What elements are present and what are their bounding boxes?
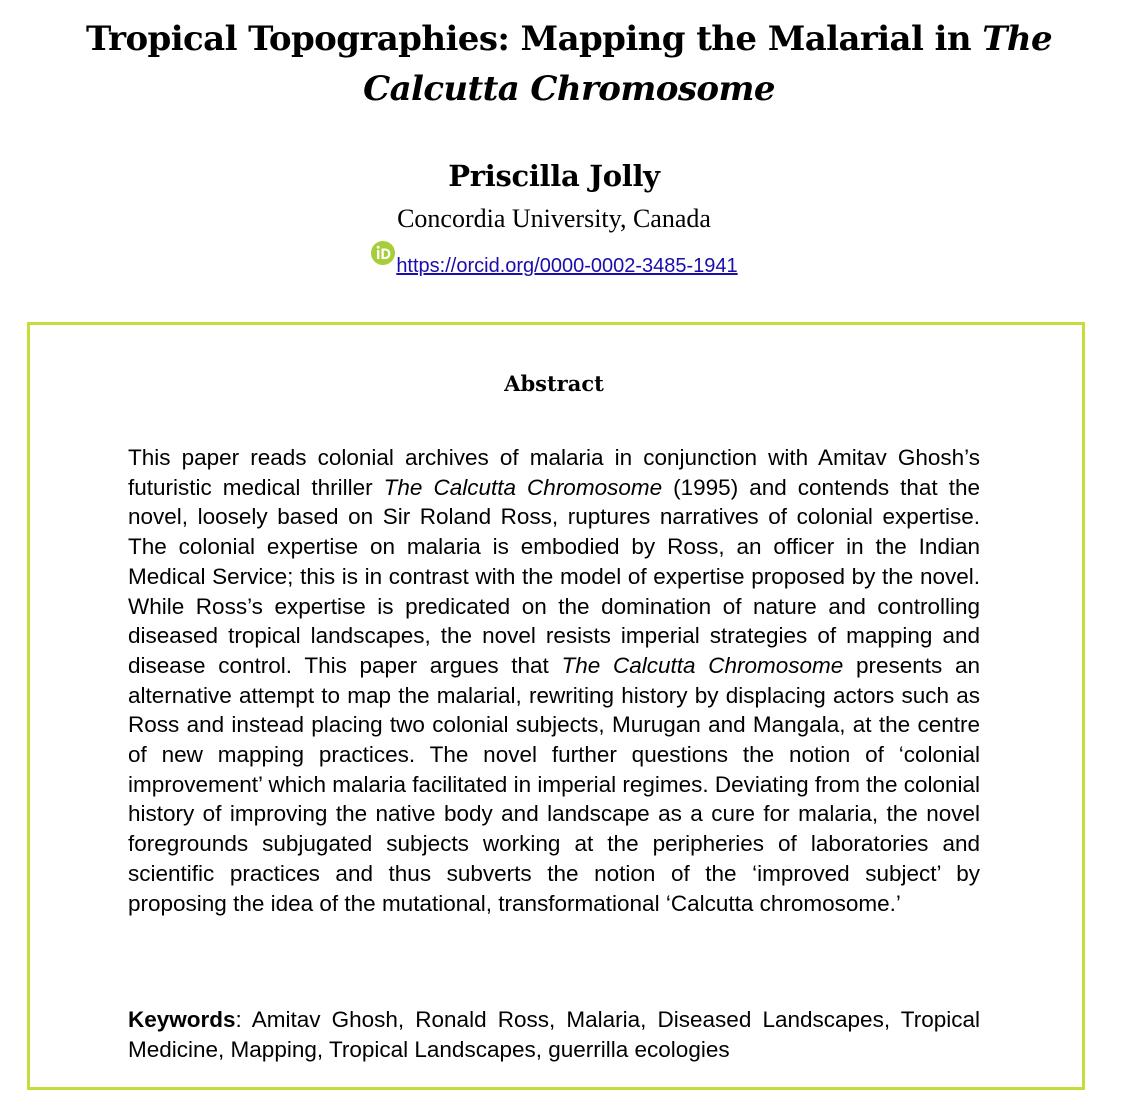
abstract-text-segment: This paper reads colonial archives of malaria in conjunction with Amitav Ghosh’s futuristic medical thriller xyxy=(128,445,980,500)
abstract-heading: Abstract xyxy=(504,371,604,396)
author-name: Priscilla Jolly xyxy=(448,159,660,193)
abstract-text-segment: (1995) and contends that the novel, loosely based on Sir Roland Ross, ruptures narratives of colonial expertise. The colonial expertise on malaria is embodied by Ross, an officer in the Indian Medical Service; this is in contrast with the model of expertise proposed by the novel. While Ross’s expertise is predicated on the domination of nature and controlling diseased tropical landscapes, the novel resists imperial strategies of mapping and disease control. This paper argues that xyxy=(128,474,980,678)
keywords-label: Keywords xyxy=(128,1007,236,1032)
abstract-text xyxy=(128,443,980,918)
orcid-link[interactable]: https://orcid.org/0000-0002-3485-1941 xyxy=(396,255,738,277)
abstract-book-title: The Calcutta Chromosome xyxy=(561,652,844,678)
orcid-icon xyxy=(370,240,396,266)
abstract-text-segment: presents an alternative attempt to map the malarial, rewriting history by displacing actors such as Ross and instead placing two colonial subjects, Murugan and Mangala, at the centre of new mapping practices. The novel further questions the notion of ‘colonial improvement’ which malaria facilitated in imperial regimes. Deviating from the colonial history of improving the native body and landscape as a cure for malaria, the novel foregrounds subjugated subjects working at the peripheries of laboratories and scientific practices and thus subverts the notion of the ‘improved subject’ by proposing the idea of the mutational, transformational ‘Calcutta chromosome.’ xyxy=(128,652,981,916)
keywords xyxy=(128,1005,980,1065)
keywords-list: : Amitav Ghosh, Ronald Ross, Malaria, Diseased Landscapes, Tropical Medicine, Mapping, Tropical Landscapes, guerrilla ecologies xyxy=(128,1007,980,1062)
paper-title xyxy=(20,14,1118,114)
paper-title-italic: The Calcutta Chromosome xyxy=(363,19,1053,109)
orcid-row xyxy=(0,240,1108,282)
abstract-book-title: The Calcutta Chromosome xyxy=(383,474,663,500)
author-affiliation: Concordia University, Canada xyxy=(397,204,711,233)
paper-title-main: Tropical Topographies: Mapping the Malarial in xyxy=(85,19,983,59)
